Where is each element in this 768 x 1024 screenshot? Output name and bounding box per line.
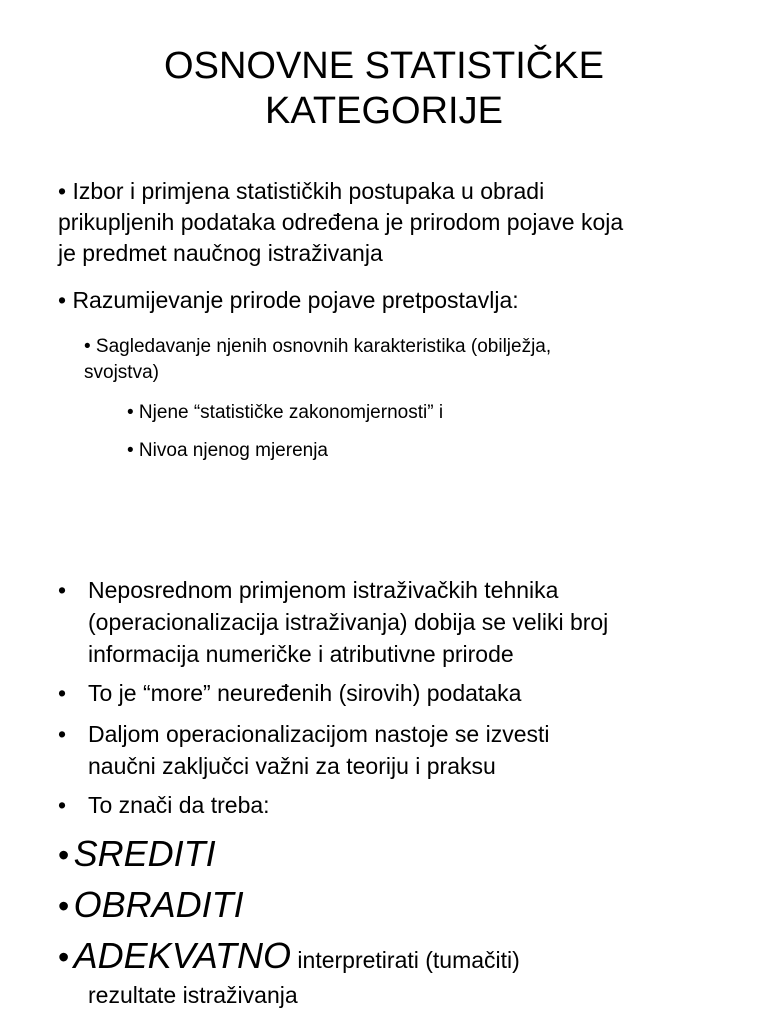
list-item	[58, 677, 738, 709]
bullet: •	[58, 792, 67, 818]
bullet: •	[58, 888, 70, 924]
list-item	[58, 574, 738, 670]
list-item-line-1: To je “more” neuređenih (sirovih) podataka	[88, 680, 522, 706]
step-process-label: OBRADITI	[73, 884, 244, 925]
list-item-line-1: To znači da treba:	[88, 792, 270, 818]
list-item-line-2: naučni zaključci važni za teoriju i praksu	[88, 753, 496, 779]
list-item-line-1: Neposrednom primjenom istraživačkih tehnika	[88, 577, 559, 603]
bullet: •	[58, 680, 67, 706]
intro-line-3: je predmet naučnog istraživanja	[58, 240, 383, 266]
bullet: •	[58, 721, 67, 747]
sub-point-line-1: • Sagledavanje njenih osnovnih karakteristika (obilježja,	[84, 336, 552, 357]
bullet: •	[58, 837, 70, 873]
list-item	[58, 718, 738, 782]
step-sort-label: SREDITI	[73, 833, 216, 874]
step-interpret-continuation: rezultate istraživanja	[88, 982, 298, 1008]
step-interpret-text: interpretirati (tumačiti)	[291, 947, 520, 973]
sub-point-line-2: svojstva)	[84, 362, 159, 383]
list-item	[58, 789, 738, 821]
intro-line-2: prikupljenih podataka određena je prirodom pojave koja	[58, 209, 624, 235]
step-process	[58, 883, 758, 927]
step-interpret-label: ADEKVATNO	[73, 935, 292, 976]
sub-point-characteristics	[84, 334, 684, 386]
bullet: •	[58, 577, 67, 603]
step-sort	[58, 832, 758, 876]
sub-sub-point-regularities: • Njene “statističke zakonomjernosti” i	[127, 402, 444, 423]
list-item-line-1: Daljom operacionalizacijom nastoje se izvesti	[88, 721, 550, 747]
intro-line-1: • Izbor i primjena statističkih postupaka u obradi	[58, 178, 545, 204]
intro-paragraph	[58, 176, 738, 269]
bullet: •	[58, 939, 70, 975]
list-item-line-2: (operacionalizacija istraživanja) dobija se veliki broj	[88, 609, 609, 635]
page-title	[0, 44, 768, 134]
understanding-paragraph: • Razumijevanje prirode pojave pretpostavlja:	[58, 287, 519, 313]
title-line-1: OSNOVNE STATISTIČKE	[164, 45, 604, 87]
step-interpret	[58, 934, 758, 1012]
list-item-line-3: informacija numeričke i atributivne prirode	[88, 641, 514, 667]
title-line-2: KATEGORIJE	[265, 90, 503, 132]
sub-sub-point-measurement: • Nivoa njenog mjerenja	[127, 440, 328, 461]
